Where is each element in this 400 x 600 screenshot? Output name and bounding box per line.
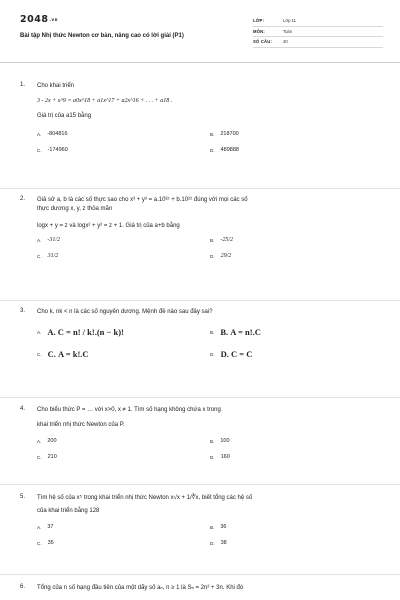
option-letter: B.: [210, 329, 215, 335]
question-formula: [37, 97, 388, 106]
question-text: Cho khai triển: [37, 83, 75, 89]
option-text: 35: [47, 540, 54, 546]
option-text: 210: [47, 454, 57, 460]
question-prompt: Giá trị của a15 bằng: [37, 113, 92, 119]
question-text: Cho k, nk < n là các số nguyên dương. Mệnh đề nào sau đây sai?: [37, 309, 213, 315]
option-text: 218700: [220, 131, 239, 137]
option-text: 160: [220, 454, 230, 460]
option-text: 31/2: [47, 253, 59, 259]
option-letter: B.: [210, 438, 215, 444]
brand-logo[interactable]: [20, 14, 58, 25]
answer-row: [37, 438, 388, 454]
option-text: -31/2: [47, 237, 61, 243]
option-a[interactable]: [37, 327, 124, 337]
option-letter: A.: [37, 237, 42, 243]
question-text: Tổng của n số hạng đầu tiên của một dãy số aₙ, n ≥ 1 là Sₙ = 2n² + 3n. Khi đó: [37, 585, 244, 591]
option-b[interactable]: [210, 327, 261, 337]
option-c[interactable]: [37, 147, 68, 153]
option-letter: A.: [37, 438, 42, 444]
option-b[interactable]: [210, 131, 239, 137]
option-letter: C.: [37, 540, 42, 546]
meta-row-class: [253, 16, 383, 27]
question-number: 1.: [20, 82, 26, 88]
question-divider: [0, 188, 400, 189]
answer-row: [37, 524, 388, 540]
option-c[interactable]: [37, 253, 58, 259]
option-formula: [220, 327, 261, 337]
option-c[interactable]: [37, 454, 57, 460]
meta-row-subject: [253, 27, 383, 38]
option-text: 489888: [220, 147, 239, 153]
option-letter: D.: [210, 147, 215, 153]
option-formula-label: B.: [220, 327, 229, 337]
option-c[interactable]: [37, 540, 54, 546]
question-text-cont: khai triển nhị thức Newton của P.: [37, 422, 125, 428]
meta-value: Toán: [283, 28, 293, 34]
option-letter: C.: [37, 253, 42, 259]
answer-row: [37, 327, 388, 349]
option-letter: D.: [210, 253, 215, 259]
option-d[interactable]: [210, 147, 239, 153]
meta-row-count: [253, 37, 383, 48]
question-divider: [0, 484, 400, 485]
meta-key: LỚP:: [253, 18, 265, 24]
option-text: 36: [220, 524, 227, 530]
answer-row: [37, 454, 388, 470]
question-number: 5.: [20, 494, 26, 500]
option-letter: D.: [210, 540, 215, 546]
header-divider: [0, 62, 400, 63]
option-formula: [221, 349, 253, 359]
question-number: 3.: [20, 308, 26, 314]
option-letter: A.: [37, 329, 42, 335]
option-d[interactable]: [210, 253, 231, 259]
option-letter: B.: [210, 237, 215, 243]
page-title: Bài tập Nhị thức Newton cơ bản, nâng cao có lời giải (P1): [20, 33, 184, 39]
option-b[interactable]: [210, 237, 233, 243]
option-text: -804816: [47, 131, 68, 137]
question-text-cont: của khai triển bằng 128: [37, 508, 100, 514]
option-letter: D.: [210, 351, 215, 357]
option-d[interactable]: [210, 349, 252, 359]
meta-value: 30: [283, 39, 288, 45]
option-formula: [47, 327, 124, 337]
question-text-cont: thực dương x, y, z thỏa mãn: [37, 206, 113, 212]
option-b[interactable]: [210, 438, 230, 444]
question-divider: [0, 397, 400, 398]
question-number: 6.: [20, 584, 26, 590]
option-c[interactable]: [37, 349, 89, 359]
answer-row: [37, 253, 388, 269]
meta-table: [253, 16, 383, 48]
formula-text: 3 - 2x + x^9 = a0x^18 + a1x^17 + a2x^16 + . . . + a18 .: [37, 98, 173, 104]
option-text: -25/2: [220, 237, 234, 243]
question-prompt: logx + y = z và logx² + y² = z + 1. Giá trị của a+b bằng: [37, 223, 180, 229]
question-text: Giả sử a, b là các số thực sao cho x³ + y³ = a.10³ᶻ + b.10²ᶻ đúng với mọi các số: [37, 197, 248, 203]
option-a[interactable]: [37, 438, 57, 444]
question-divider: [0, 300, 400, 301]
answer-row: [37, 147, 388, 163]
option-letter: C.: [37, 147, 42, 153]
question-divider: [0, 574, 400, 575]
option-a[interactable]: [37, 237, 60, 243]
answer-row: [37, 237, 388, 253]
option-formula-text: C = C: [230, 349, 253, 359]
brand-domain: .vn: [49, 17, 58, 22]
option-formula-label: D.: [220, 349, 229, 359]
option-formula-text: A = k!.C: [57, 349, 89, 359]
option-text: -174960: [47, 147, 68, 153]
option-formula: [48, 349, 89, 359]
brand-name: 2048: [20, 14, 49, 25]
option-a[interactable]: [37, 524, 53, 530]
option-letter: C.: [37, 351, 42, 357]
option-formula-text: C = n! / k!.(n − k)!: [57, 327, 124, 337]
meta-value: Lớp 11: [283, 18, 296, 24]
option-letter: D.: [210, 454, 215, 460]
meta-key: MÔN:: [253, 28, 265, 34]
question-number: 4.: [20, 406, 26, 412]
answer-row: [37, 540, 388, 556]
option-letter: B.: [210, 524, 215, 530]
option-formula-text: A = n!.C: [230, 327, 261, 337]
answer-row: [37, 349, 388, 371]
question-text: Cho biểu thức P = … với x>0, x ≠ 1. Tìm số hạng không chứa x trong: [37, 407, 221, 413]
option-d[interactable]: [210, 540, 227, 546]
question-number: 2.: [20, 196, 26, 202]
option-text: 37: [47, 524, 54, 530]
option-text: 38: [220, 540, 227, 546]
option-formula-label: A.: [47, 327, 56, 337]
option-b[interactable]: [210, 524, 226, 530]
option-d[interactable]: [210, 454, 230, 460]
option-a[interactable]: [37, 131, 68, 137]
answer-row: [37, 131, 388, 147]
option-letter: C.: [37, 454, 42, 460]
option-letter: A.: [37, 131, 42, 137]
option-formula-label: C.: [47, 349, 56, 359]
option-letter: A.: [37, 524, 42, 530]
option-text: 200: [47, 438, 57, 444]
question-text: Tìm hệ số của x⁵ trong khai triển nhị thức Newton x√x + 1/∛x, biết tổng các hệ số: [37, 495, 253, 501]
option-text: 100: [220, 438, 230, 444]
option-letter: B.: [210, 131, 215, 137]
meta-key: SỐ CÂU:: [253, 39, 273, 45]
option-text: 29/2: [220, 253, 232, 259]
